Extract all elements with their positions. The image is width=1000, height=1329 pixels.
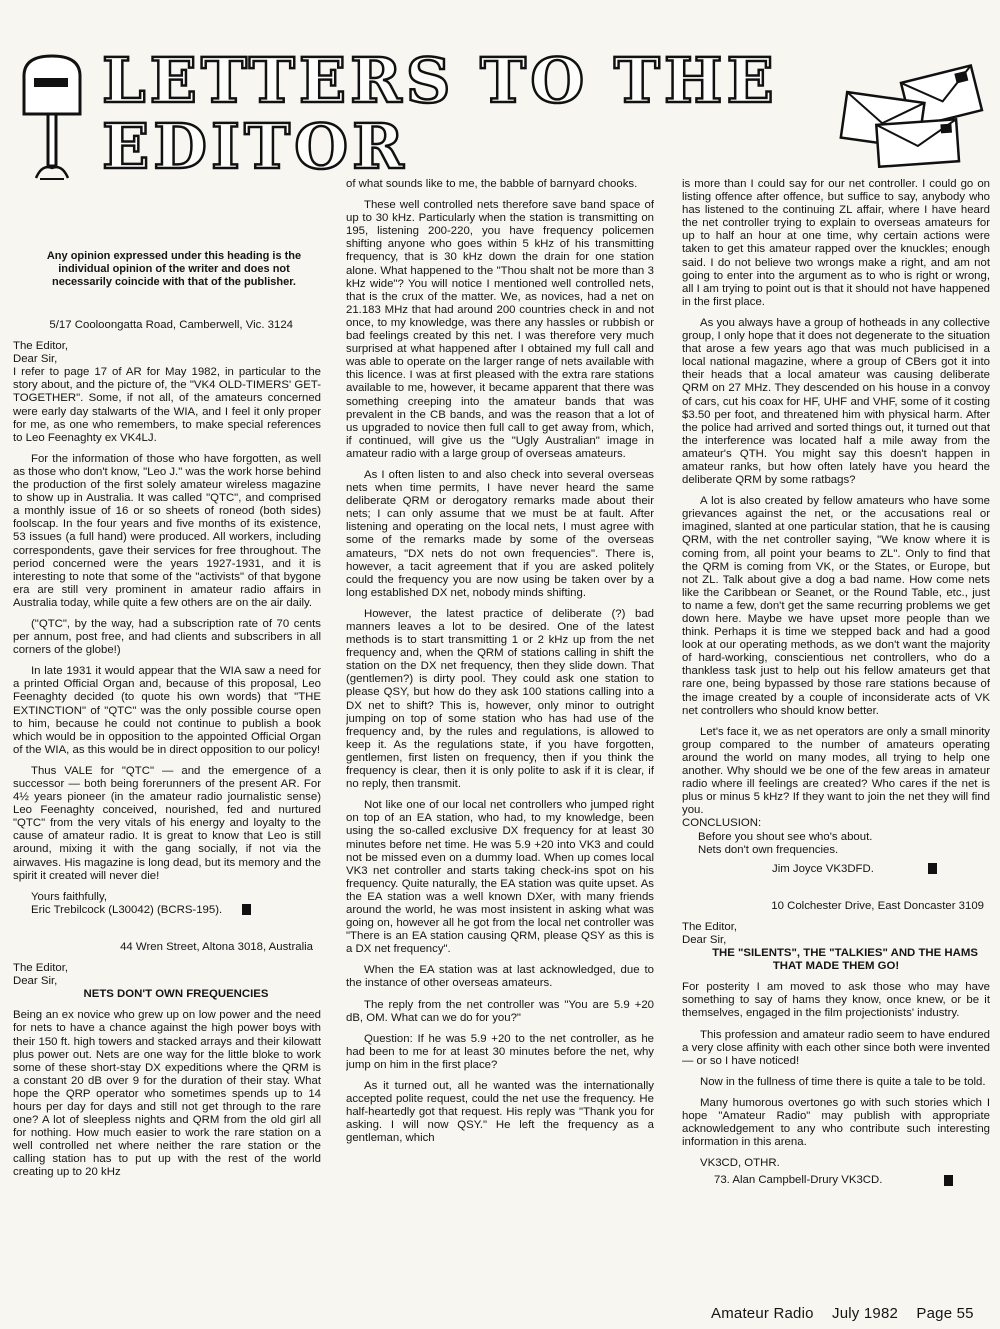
letter2-address: 44 Wren Street, Altona 3018, Australia bbox=[120, 940, 313, 953]
letter3-signature: 73. Alan Campbell-Drury VK3CD. bbox=[714, 1174, 883, 1187]
letter2-to: The Editor, bbox=[13, 962, 69, 975]
letter3-paragraph: Now in the fullness of time there is quite a tale to be told. bbox=[700, 1075, 986, 1088]
letter2-paragraph: Let's face it, we as net operators are only a small minority group compared to the number of amateurs operating around the world on many modes, all trying to help one another. Why should we be one of the few areas in amateur radio where ill feelings are created? Who cares if the net is plus or minus 5 kHz? If they want to join the net they will find you. bbox=[682, 725, 990, 817]
letter2-paragraph: The reply from the net controller was "You are 5.9 +20 dB, OM. What can we do for you?" bbox=[346, 998, 654, 1024]
letter1-paragraph: In late 1931 it would appear that the WIA saw a need for a printed Official Organ and, because of this proposal, Leo Feenaghty decided (to quote his own words) that "THE EXTINCTION" of "QTC" was the only possible course open to him, because he could not continue to publish a book which would be in opposition to the appointed Official Organ of the WIA, as this would be in direct opposition to our policy! bbox=[13, 665, 321, 756]
letter2-signature: Jim Joyce VK3DFD. bbox=[772, 862, 874, 875]
conclusion-label: CONCLUSION: bbox=[682, 817, 762, 830]
letter2-paragraph: These well controlled nets therefore save band space of up to 30 kHz. Particularly when the station is transmitting on 195, listening 200-220, you have frequency policemen shifting anyone who goes within 5 kHz of his transmitting frequency, that is 30 kHz down the drain for one station alone. What happened to the "Thou shalt not be more than 3 kHz wide"? You will notice I mentioned well controlled nets, that is the crux of the matter. We, as novices, had a net on 21.183 MHz that had around 200 countries check in and not once, to my knowledge, was there any hassles or rubbish or bad feelings created by this net. I was therefore very much surprised at what happened after I obtained my full call and was able to operate on the larger range of nets available with this licence. I was at first pleased with the extra rare stations available to me, however, it became apparent that there was something creeping into the amateur bands that was prevalent in the CB bands, and was the reason that a lot of us upgraded to novice then full call to get away from, which, if continued, will give us the "Ugly Australian" image in amateur radio with a large group of overseas amateurs. bbox=[346, 199, 654, 460]
letter2-paragraph: As you always have a group of hotheads in any collective group, I only hope that it does not degenerate to the situation that arose a few years ago that was much publicised in a local national magazine, where a group of CBers got it into their heads that a local amateur was causing deliberate QRM on 27 MHz. They descended on his house in a convoy of cars, cut his coax for HF, UHF and VHF, some of it costing $3.50 per foot, and threatened him with physical harm. After the police had arrived and sorted things out, it turned out that the interference was located half a mile away from the amateur's QTH. You might say this doesn't happen in amateur ranks, but how often lately have you heard the deliberate QRM by some ratbags? bbox=[682, 316, 990, 487]
letter2-paragraph: Being an ex novice who grew up on low power and the need for nets to have a chance against the high power boys with their 150 ft. high towers and stacked arrays and their kilowatt plus power out. Nets are one way for the little bloke to work some of these short-stay DX expeditions where the QRM is a constant 20 dB over 9 for the duration of their stay. What hope the QRP operator who sometimes spends up to 14 hours per day for days and still not get through to the rare one? A lot of sleepless nights and QRM from the old girl all for nothing. How much easier to work the rare station on a well controlled net where neither the rare station or the calling station has to put up with the rest of the world creating up to 20 kHz bbox=[13, 1009, 321, 1179]
letter3-sign-1: VK3CD, OTHR. bbox=[700, 1157, 780, 1170]
letter1-paragraph: For the information of those who have forgotten, as well as those who don't know, "Leo J." was the work horse behind the production of the first solely amateur wireless magazine to show up in Australia. It was called "QTC", and comprised a monthly issue of 16 or so sheets of roneod (both sides) foolscap. In the four years and five months of its existence, 53 issues (a full hand) were produced. All workers, including correspondents, gave their services for free throughout. The period concerned were the years 1927-1931, and it is interesting to note that some of the "activists" of that bygone era are still very prominent in amateur radio affairs in Australia today, while quite a few others are on the air daily. bbox=[13, 452, 321, 609]
letter2-paragraph: is more than I could say for our net controller. I could go on listing offence after offence, but suffice to say, anybody who has listened to the continuing ZL affair, where I have heard the net controller trying to explain to overseas amateurs for up to half an hour at one time, why certain actions were taken to get this amateur rapped over the knuckles; enough said. I do not believe two wrongs make a right, and am not going to enter into the argument as to who is right or wrong, all I am trying to point out is that it should not have happened in the first place. bbox=[682, 178, 990, 308]
footer-page-number: Page 55 bbox=[916, 1305, 974, 1322]
letter3-address: 10 Colchester Drive, East Doncaster 3109 bbox=[771, 899, 984, 912]
letter2-paragraph: Question: If he was 5.9 +20 to the net controller, as he had been to me for at least 30 minutes before the net, why jump on him in the first place? bbox=[346, 1032, 654, 1071]
letter1-to: The Editor, bbox=[13, 340, 69, 353]
letter2-paragraph: As it turned out, all he wanted was the internationally accepted polite request, could the net use the frequency. He half-heartedly got that request. His reply was "Thank you for asking. I will now QSY." He left the frequency as a gentleman, which bbox=[346, 1080, 654, 1145]
end-mark bbox=[944, 1175, 953, 1186]
page-title bbox=[102, 44, 822, 183]
mailbox-icon bbox=[18, 52, 88, 182]
envelopes-icon bbox=[838, 58, 988, 168]
letter3-paragraph: This profession and amateur radio seem to have endured a very close affinity with each other since both were invented — or so I have noticed! bbox=[682, 1028, 990, 1067]
column-1 bbox=[13, 178, 321, 1296]
letter3-heading: THE "SILENTS", THE "TALKIES" AND THE HAMS THAT MADE THEM GO! bbox=[712, 947, 978, 973]
letter2-paragraph: of what sounds like to me, the babble of barnyard chooks. bbox=[346, 178, 638, 190]
disclaimer: Any opinion expressed under this heading is the individual opinion of the writer and does not necessarily coincide with that of the publisher. bbox=[46, 250, 302, 288]
letter1-signature: Eric Trebilcock (L30042) (BCRS-195). bbox=[31, 903, 223, 916]
letter1-paragraph: I refer to page 17 of AR for May 1982, in particular to the story about, and the picture of, the "VK4 OLD-TIMERS' GET-TOGETHER". Some, if not all, of the amateurs concerned were early day stalwarts of the WIA, and I feel it only proper for me, as one who remembers, to make special references to Leo Feenaghty ex VK4LJ. bbox=[13, 366, 321, 444]
letter2-paragraph: A lot is also created by fellow amateurs who have some grievances against the net, or the accusations real or imagined, slanted at one particular station, that he is causing QRM, with the net controller saying, "We know where it is coming from, all point your beams to ZL". Only to find that the QRM is coming from VK, or the States, or Europe, but not ZL. Talk about give a dog a bad name. How come nets like the Caribbean or Seanet, or the Round Table, etc., just to name a few, don't get the same recurring problems we get down here. Maybe we have upset more people than we think. Perhaps it is time we stepped back and had a good look at our operating methods, as we don't want the majority of hard-working, conscientious net controllers, who do a thankless task just to help out his fellow amateurs get that rare one, being bypassed by those rare stations because of the image created by a couple of inconsiderate acts of VK net controllers who should know better. bbox=[682, 495, 990, 717]
title-line-1: LETTERS TO THE bbox=[102, 44, 778, 117]
letter2-heading: NETS DON'T OWN FREQUENCIES bbox=[83, 988, 269, 1001]
letter2-signature-line bbox=[772, 863, 990, 876]
column-2 bbox=[346, 178, 654, 1296]
title-line-2: EDITOR bbox=[102, 110, 408, 183]
letter3-salutation: Dear Sir, bbox=[682, 933, 727, 946]
letter1-address: 5/17 Cooloongatta Road, Camberwell, Vic. 3124 bbox=[49, 319, 293, 331]
letter2-paragraph: As I often listen to and also check into several overseas nets when time permits, I have never heard the same deliberate QRM or derogatory remarks made about their nets; I can only assume that we must be at fault. After listening and operating on the local nets, I must agree with some of the remarks made by some of the overseas amateurs, "DX nets do not own frequencies". There is, however, a tacit agreement that if you are asked politely could the frequency you are now using be taken over by a long established DX net, nobody minds shifting. bbox=[346, 468, 654, 599]
letter2-salutation: Dear Sir, bbox=[13, 975, 58, 988]
footer-date: July 1982 bbox=[832, 1305, 899, 1322]
letter1-paragraph: Thus VALE for "QTC" — and the emergence of a successor — both being forerunners of the present AR. For 4½ years pioneer (in the amateur radio journalistic sense) Leo Feenaghty conceived, nourished, fed and nurtured "QTC" from the very vitals of his energy and loyalty to the cause of amateur radio. It is great to know that Leo is still around, mixing it with the gang socially, if not via the airwaves. His magazine is long dead, but its memory and the spirit it created will never die! bbox=[13, 764, 321, 882]
letter3-signature-line bbox=[714, 1174, 990, 1187]
letter3-paragraph: Many humorous overtones go with such stories which I hope "Amateur Radio" may publish with appropriate acknowledgement to any who contribute such interesting information in this arena. bbox=[682, 1096, 990, 1149]
page-footer bbox=[711, 1305, 974, 1323]
letter3-to: The Editor, bbox=[682, 920, 738, 933]
letter2-paragraph: When the EA station was at last acknowledged, due to the instance of other overseas amateurs. bbox=[346, 964, 654, 990]
conclusion-line: Nets don't own frequencies. bbox=[698, 843, 839, 856]
end-mark bbox=[928, 863, 937, 874]
letter1-paragraph: ("QTC", by the way, had a subscription rate of 70 cents per annum, post free, and had clients and subscribers in all corners of the globe!) bbox=[13, 617, 321, 657]
letter1-salutation: Dear Sir, bbox=[13, 353, 58, 366]
conclusion-line: Before you shout see who's about. bbox=[698, 830, 873, 843]
column-3 bbox=[682, 178, 990, 1296]
letter1-signature-line bbox=[13, 904, 321, 917]
end-mark bbox=[242, 904, 251, 915]
letter1-closing: Yours faithfully, bbox=[31, 890, 107, 903]
letter2-paragraph: Not like one of our local net controllers who jumped right on top of an EA station, who had, to my knowledge, been using the so-called exclusive DX frequency for at least 30 minutes before net time. He was 5.9 +20 into VK3 and could not be missed even on a dummy load. When up comes local VK3 net controller and starts taking check-ins spot on his frequency. Quite naturally, the EA station was quite upset. As the EA station was a well known DXer, with many friends around the world, he was most insistent in asking what was going on, however all he got from the local net controller was "There is an EA station causing QRM, please QSY as this is a DX net frequency". bbox=[346, 799, 654, 956]
letter3-paragraph: For posterity I am moved to ask those who may have something to say of hams they know, once knew, or be it themselves, engaged in the film projectionists' industry. bbox=[682, 981, 990, 1020]
letter2-paragraph: However, the latest practice of deliberate (?) bad manners leaves a lot to be desired. One of the latest methods is to start transmitting 1 or 2 kHz up from the net frequency and, when the QRM of stations calling in shift the station on the DX net frequency, then they slide down. That (gentlemen?) is dirty pool. They could ask one station to please QSY, but how do they ask 100 stations calling into a DX net to shift? This is, however, only minor to outright jumping on top of some station who has had use of the frequency and, by the rules and regulations, is allowed to keep it. As the regulations state, if you have forgotten, gentlemen, first listen on frequency, then if you think the frequency is clear, then it is only polite to ask if it is clear, if no reply, then transmit. bbox=[346, 607, 654, 791]
footer-magazine: Amateur Radio bbox=[711, 1305, 814, 1322]
